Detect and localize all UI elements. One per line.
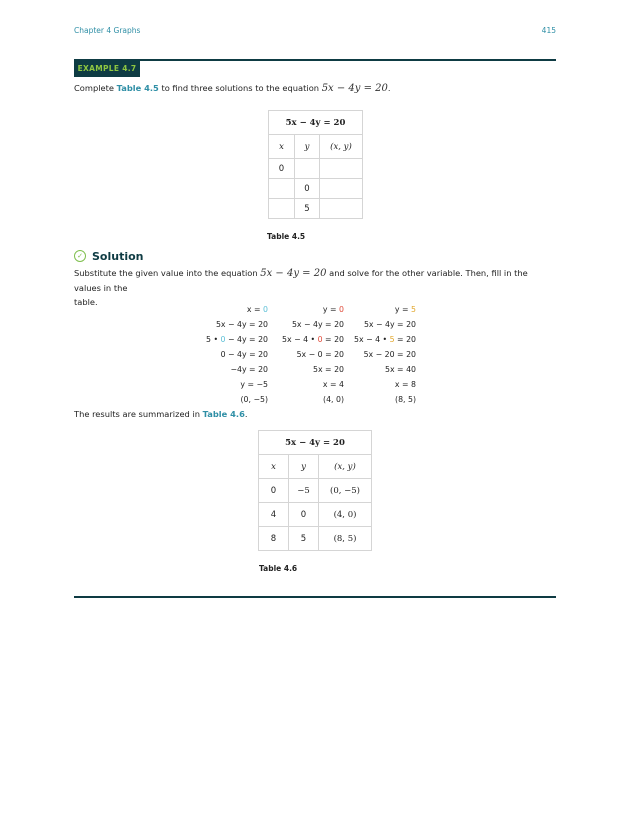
work-line: y = −5	[240, 380, 268, 389]
table-4-6	[258, 430, 372, 551]
header-y: y	[289, 455, 319, 479]
page-number: 415	[541, 26, 556, 35]
prompt-end: .	[387, 83, 391, 93]
table-row	[269, 199, 363, 219]
work-column-y0	[264, 302, 344, 407]
example-prompt	[74, 81, 391, 96]
given-line: y = 5	[394, 305, 416, 314]
cell: 5	[289, 527, 319, 551]
work-line: 5x − 4y = 20	[215, 320, 268, 329]
work-line: x = 4	[322, 380, 344, 389]
work-line: 5x − 4 • 0 = 20	[282, 335, 344, 344]
work-line: x = 8	[394, 380, 416, 389]
cell: 0	[289, 503, 319, 527]
solution-text-1: Substitute the given value into the equation	[74, 268, 258, 278]
table-row	[269, 159, 363, 179]
cell: 0	[259, 479, 289, 503]
work-column-x0	[188, 302, 268, 407]
given-line: x = 0	[246, 305, 268, 314]
table-row	[259, 527, 372, 551]
summary-end: .	[244, 409, 248, 419]
header-xy: (x, y)	[320, 135, 363, 159]
cell: (8, 5)	[319, 527, 372, 551]
cell	[269, 199, 295, 219]
header-xy: (x, y)	[319, 455, 372, 479]
table-4-6-link[interactable]: Table 4.6	[202, 409, 245, 419]
table-4-5-caption: Table 4.5	[267, 232, 306, 241]
table-row	[269, 179, 363, 199]
work-line: 5x − 4y = 20	[363, 320, 416, 329]
table-row	[259, 479, 372, 503]
table-4-5-link[interactable]: Table 4.5	[116, 83, 159, 93]
work-column-y5	[336, 302, 416, 407]
solution-heading: Solution	[92, 250, 144, 263]
work-line: −4y = 20	[230, 365, 268, 374]
table-4-5	[268, 110, 363, 219]
cell	[295, 159, 320, 179]
cell: (0, −5)	[319, 479, 372, 503]
prompt-equation: 5x − 4y = 20	[321, 83, 388, 94]
work-line: 5x = 20	[313, 365, 344, 374]
cell	[320, 179, 363, 199]
cell: −5	[289, 479, 319, 503]
table-title: 5x − 4y = 20	[269, 111, 363, 135]
solution-equation: 5x − 4y = 20	[260, 268, 327, 279]
work-line: 5x − 4y = 20	[291, 320, 344, 329]
cell	[269, 179, 295, 199]
cell: 0	[295, 179, 320, 199]
work-line: 5x − 20 = 20	[363, 350, 416, 359]
check-circle-icon: ✓	[74, 250, 86, 262]
work-line: 5 • 0 − 4y = 20	[206, 335, 268, 344]
cell: 4	[259, 503, 289, 527]
example-tag: EXAMPLE 4.7	[74, 61, 140, 77]
work-line: 5x − 4 • 5 = 20	[354, 335, 416, 344]
work-result: (8, 5)	[395, 395, 416, 404]
cell: 0	[269, 159, 295, 179]
given-line: y = 0	[322, 305, 344, 314]
table-4-6-caption: Table 4.6	[259, 564, 298, 573]
table-title: 5x − 4y = 20	[259, 431, 372, 455]
example-top-rule	[74, 59, 556, 61]
running-header-chapter: Chapter 4 Graphs	[74, 26, 141, 35]
work-result: (0, −5)	[240, 395, 268, 404]
summary-text-1: The results are summarized in	[74, 409, 203, 419]
cell: 8	[259, 527, 289, 551]
table-row	[259, 503, 372, 527]
work-line: 5x − 0 = 20	[296, 350, 344, 359]
work-line: 0 − 4y = 20	[220, 350, 268, 359]
work-result: (4, 0)	[323, 395, 344, 404]
prompt-text-2: to find three solutions to the equation	[158, 83, 320, 93]
solution-text-3: table.	[74, 297, 98, 307]
cell: 5	[295, 199, 320, 219]
header-x: x	[259, 455, 289, 479]
header-x: x	[269, 135, 295, 159]
header-y: y	[295, 135, 320, 159]
work-line: 5x = 40	[385, 365, 416, 374]
cell: (4, 0)	[319, 503, 372, 527]
prompt-text-1: Complete	[74, 83, 117, 93]
cell	[320, 199, 363, 219]
cell	[320, 159, 363, 179]
summary-text	[74, 407, 248, 421]
example-bottom-rule	[74, 596, 556, 598]
solution-text-2: and solve for the other variable. Then, fill in the values in the	[74, 268, 528, 293]
